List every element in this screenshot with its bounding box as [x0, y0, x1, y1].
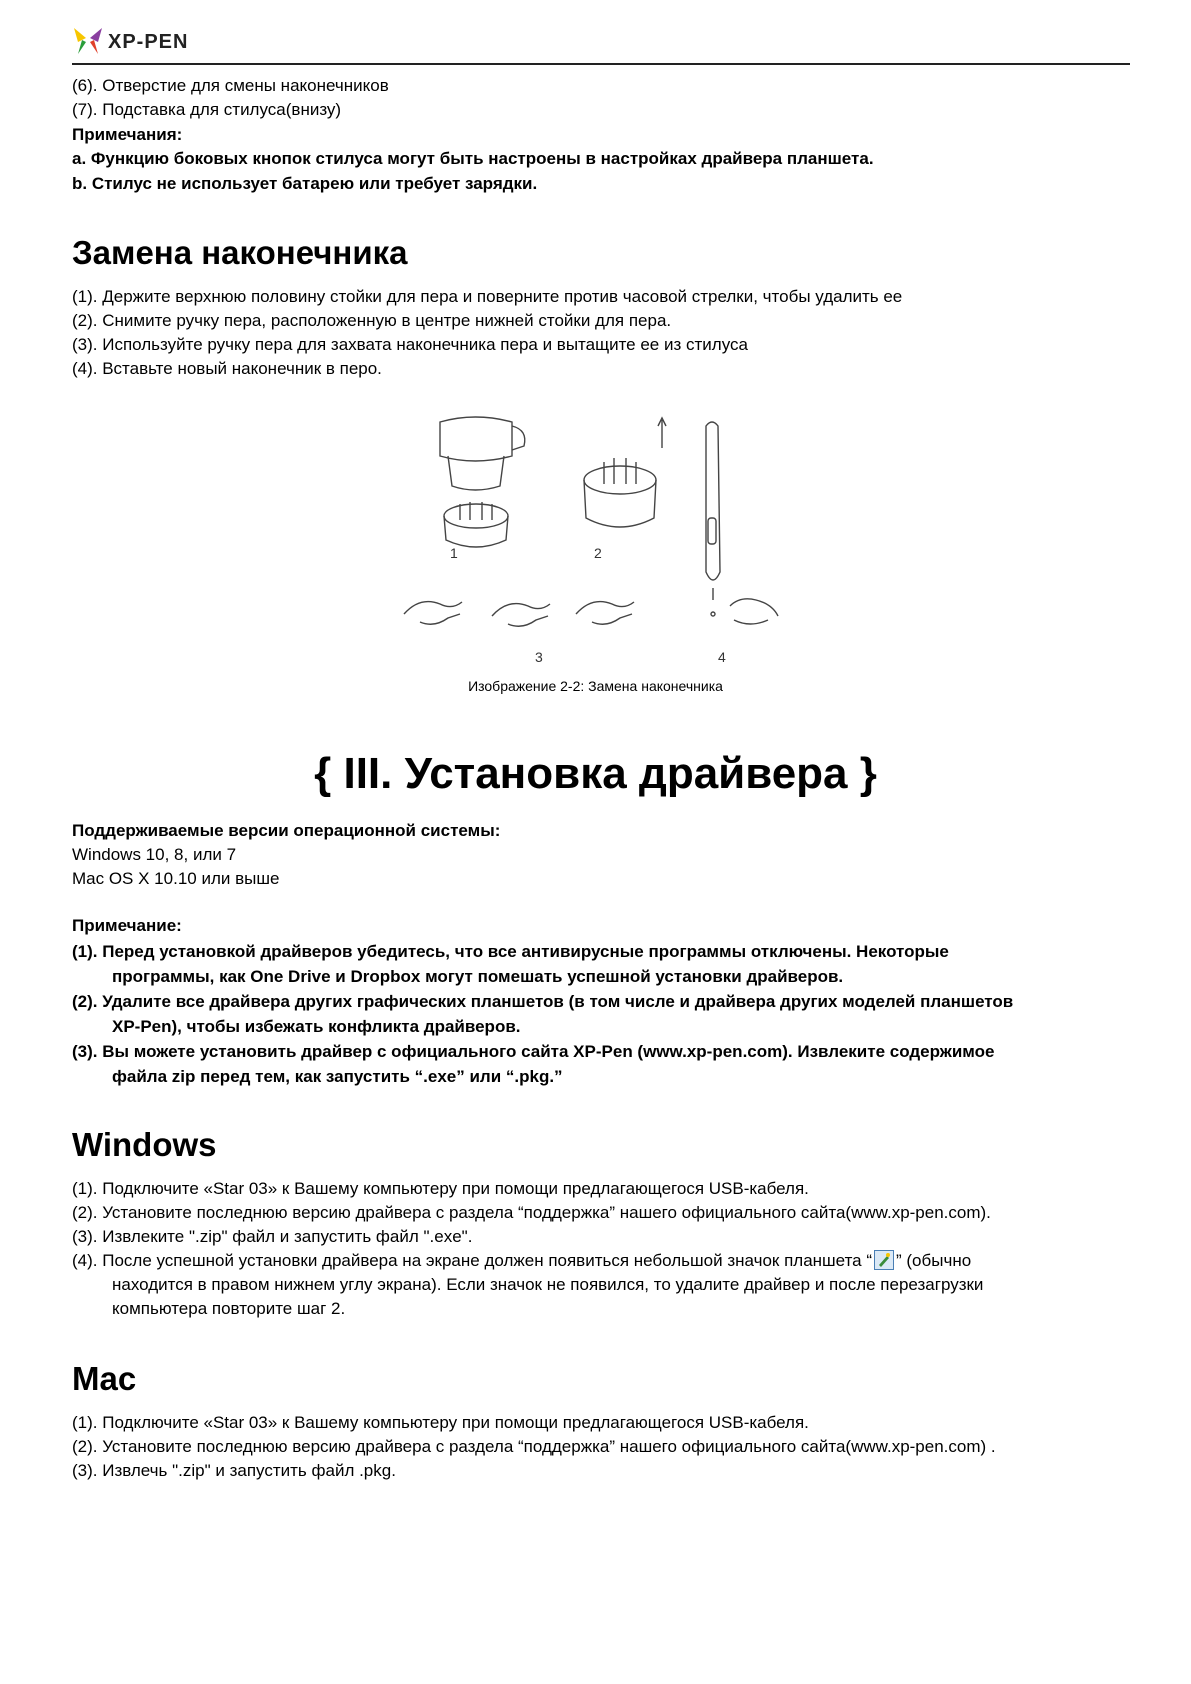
- list-item: (2). Снимите ручку пера, расположенную в центре нижней стойки для пера.: [72, 311, 672, 330]
- list-item: (3). Извлеките ".zip" файл и запустить файл ".exe".: [72, 1227, 473, 1246]
- brand-name: XP-PEN: [108, 31, 189, 53]
- list-item: (1). Подключите «Star 03» к Вашему компьютеру при помощи предлагающегося USB-кабеля.: [72, 1413, 809, 1432]
- section-title-mac: Mac: [72, 1360, 137, 1397]
- notes-title: Примечания:: [72, 125, 183, 144]
- figure-label: 2: [594, 545, 602, 561]
- list-item: (6). Отверстие для смены наконечников: [72, 76, 389, 95]
- note-item-cont: XP-Pen), чтобы избежать конфликта драйверов.: [112, 1017, 521, 1036]
- header-divider: [72, 63, 1130, 65]
- os-item: Windows 10, 8, или 7: [72, 845, 237, 864]
- nib-replacement-illustration: [400, 408, 800, 666]
- list-item: (1). Держите верхнюю половину стойки для пера и поверните против часовой стрелки, чтобы удалить ее: [72, 287, 903, 306]
- section-title-nib: Замена наконечника: [72, 234, 408, 271]
- note-item: (2). Удалите все драйвера других графических планшетов (в том числе и драйвера других моделей планшетов: [72, 992, 1014, 1011]
- note-item: (1). Перед установкой драйверов убедитесь, что все антивирусные программы отключены. Некоторые: [72, 942, 949, 961]
- list-item: (2). Установите последнюю версию драйвера с раздела “поддержка” нашего официального сайта(www.xp-pen.com).: [72, 1203, 991, 1222]
- section-title-windows: Windows: [72, 1126, 217, 1163]
- note-item-cont: программы, как One Drive и Dropbox могут помешать успешной установки драйверов.: [112, 967, 844, 986]
- note-item: a. Функцию боковых кнопок стилуса могут быть настроены в настройках драйвера планшета.: [72, 149, 874, 168]
- note-item: b. Стилус не использует батарею или требует зарядки.: [72, 174, 538, 193]
- os-title: Поддерживаемые версии операционной системы:: [72, 821, 501, 840]
- list-item: (1). Подключите «Star 03» к Вашему компьютеру при помощи предлагающегося USB-кабеля.: [72, 1179, 809, 1198]
- figure-label: 1: [450, 545, 458, 561]
- note-title: Примечание:: [72, 916, 182, 935]
- step4-text-b: ” (обычно: [896, 1251, 972, 1270]
- list-item: (3). Используйте ручку пера для захвата наконечника пера и вытащите ее из стилуса: [72, 335, 748, 354]
- list-item: [72, 1250, 971, 1272]
- note-item-cont: файла zip перед тем, как запустить “.exe” или “.pkg.”: [112, 1067, 563, 1086]
- list-item-cont: компьютера повторите шаг 2.: [112, 1299, 346, 1318]
- note-item: (3). Вы можете установить драйвер с официального сайта XP-Pen (www.xp-pen.com). Извлеките содержимое: [72, 1042, 995, 1061]
- list-item: (2). Установите последнюю версию драйвера с раздела “поддержка” нашего официального сайта(www.xp-pen.com) .: [72, 1437, 996, 1456]
- list-item-cont: находится в правом нижнем углу экрана). Если значок не появился, то удалите драйвер и после перезагрузки: [112, 1275, 984, 1294]
- os-item: Mac OS X 10.10 или выше: [72, 869, 280, 888]
- tablet-tray-icon: [874, 1250, 894, 1270]
- page-header: [72, 22, 1130, 66]
- figure-label: 3: [535, 649, 543, 665]
- figure-label: 4: [718, 649, 726, 665]
- chapter-title: { III. Установка драйвера }: [314, 749, 877, 798]
- list-item: (4). Вставьте новый наконечник в перо.: [72, 359, 382, 378]
- xp-pen-logo-icon: [72, 24, 104, 56]
- list-item: (3). Извлечь ".zip" и запустить файл .pkg.: [72, 1461, 396, 1480]
- figure-caption: Изображение 2-2: Замена наконечника: [468, 678, 723, 694]
- list-item: (7). Подставка для стилуса(внизу): [72, 100, 342, 119]
- step4-text-a: (4). После успешной установки драйвера на экране должен появиться небольшой значок планшета “: [72, 1251, 873, 1270]
